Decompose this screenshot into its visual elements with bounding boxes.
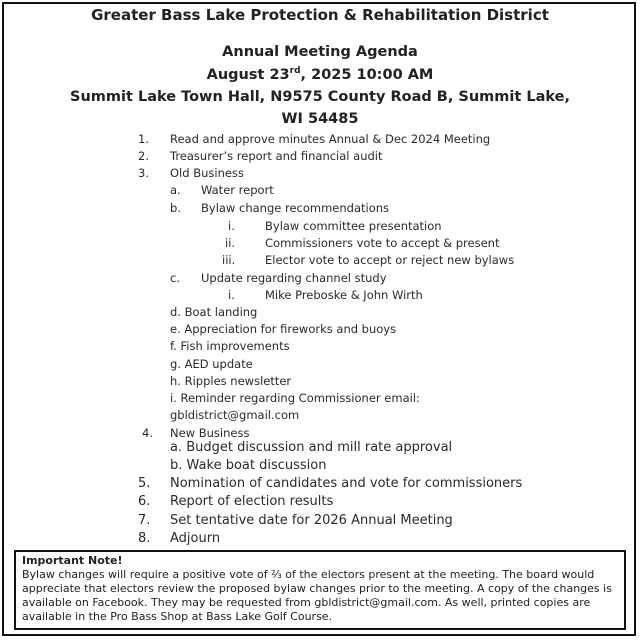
agenda-item-number: i. bbox=[228, 219, 235, 233]
agenda-item-3e: e. Appreciation for fireworks and buoys bbox=[170, 322, 397, 336]
agenda-item-number: c. bbox=[170, 271, 180, 285]
agenda-item-text: Treasurer’s report and financial audit bbox=[170, 149, 383, 163]
agenda-item-number: 6. bbox=[138, 494, 151, 509]
agenda-item-number: b. bbox=[170, 201, 181, 215]
agenda-item-text: Water report bbox=[201, 183, 274, 197]
agenda-item-text: Set tentative date for 2026 Annual Meeting bbox=[170, 513, 453, 528]
meeting-date-prefix: August 23 bbox=[206, 66, 290, 83]
organization-name: Greater Bass Lake Protection & Rehabilitation District bbox=[91, 6, 549, 24]
agenda-item-4a: a. Budget discussion and mill rate approval bbox=[170, 440, 453, 455]
agenda-item-number: 8. bbox=[138, 531, 151, 546]
agenda-item-number: a. bbox=[170, 183, 181, 197]
agenda-item-3d: d. Boat landing bbox=[170, 305, 258, 319]
meeting-location-line2: WI 54485 bbox=[281, 111, 359, 127]
agenda-item-text: Report of election results bbox=[170, 494, 334, 509]
agenda-item-number: 4. bbox=[142, 426, 153, 440]
agenda-item-text: Bylaw committee presentation bbox=[265, 219, 442, 233]
agenda-item-3h: h. Ripples newsletter bbox=[170, 374, 292, 388]
commissioner-email: gbldistrict@gmail.com bbox=[170, 408, 300, 422]
agenda-item-text: Update regarding channel study bbox=[201, 271, 387, 285]
important-note-body: Bylaw changes will require a positive vote of ⅔ of the electors present at the meeting. The board would appreciate that electors review the proposed bylaw changes prior to the meeting. A copy of the changes is available on Facebook. They may be requested from gbldistrict@gmail.com. As well, printed copies are available in the Pro Bass Shop at Bass Lake Golf Course. bbox=[22, 568, 612, 623]
meeting-date-suffix: rd bbox=[289, 66, 301, 76]
agenda-item-text: Mike Preboske & John Wirth bbox=[265, 288, 423, 302]
important-note-box bbox=[14, 550, 626, 630]
agenda-item-text: Adjourn bbox=[170, 531, 221, 546]
agenda-item-text: Old Business bbox=[170, 166, 244, 180]
agenda-item-number: i. bbox=[228, 288, 235, 302]
agenda-item-number: iii. bbox=[222, 253, 236, 267]
agenda-item-text: Read and approve minutes Annual & Dec 2024 Meeting bbox=[170, 132, 491, 146]
agenda-item-number: 1. bbox=[138, 132, 149, 146]
agenda-item-number: 2. bbox=[138, 149, 149, 163]
agenda-item-text: New Business bbox=[170, 426, 250, 440]
agenda-item-text: Elector vote to accept or reject new bylaws bbox=[265, 253, 515, 267]
meeting-location-line1: Summit Lake Town Hall, N9575 County Road B, Summit Lake, bbox=[70, 89, 570, 105]
agenda-item-number: 5. bbox=[138, 476, 151, 491]
agenda-item-text: Nomination of candidates and vote for commissioners bbox=[170, 476, 523, 491]
meeting-date-rest: , 2025 10:00 AM bbox=[300, 66, 434, 83]
agenda-item-number: ii. bbox=[225, 236, 236, 250]
agenda-item-text: Bylaw change recommendations bbox=[201, 201, 390, 215]
agenda-item-3i: i. Reminder regarding Commissioner email: bbox=[170, 391, 420, 405]
agenda-item-text: Commissioners vote to accept & present bbox=[265, 236, 500, 250]
important-note-title: Important Note! bbox=[22, 554, 123, 567]
agenda-item-number: 3. bbox=[138, 166, 149, 180]
agenda-item-number: 7. bbox=[138, 513, 151, 528]
agenda-title: Annual Meeting Agenda bbox=[222, 44, 418, 60]
agenda-item-3g: g. AED update bbox=[170, 357, 253, 371]
meeting-date bbox=[0, 66, 640, 83]
agenda-item-4b: b. Wake boat discussion bbox=[170, 458, 327, 473]
agenda-item-3f: f. Fish improvements bbox=[170, 339, 290, 353]
